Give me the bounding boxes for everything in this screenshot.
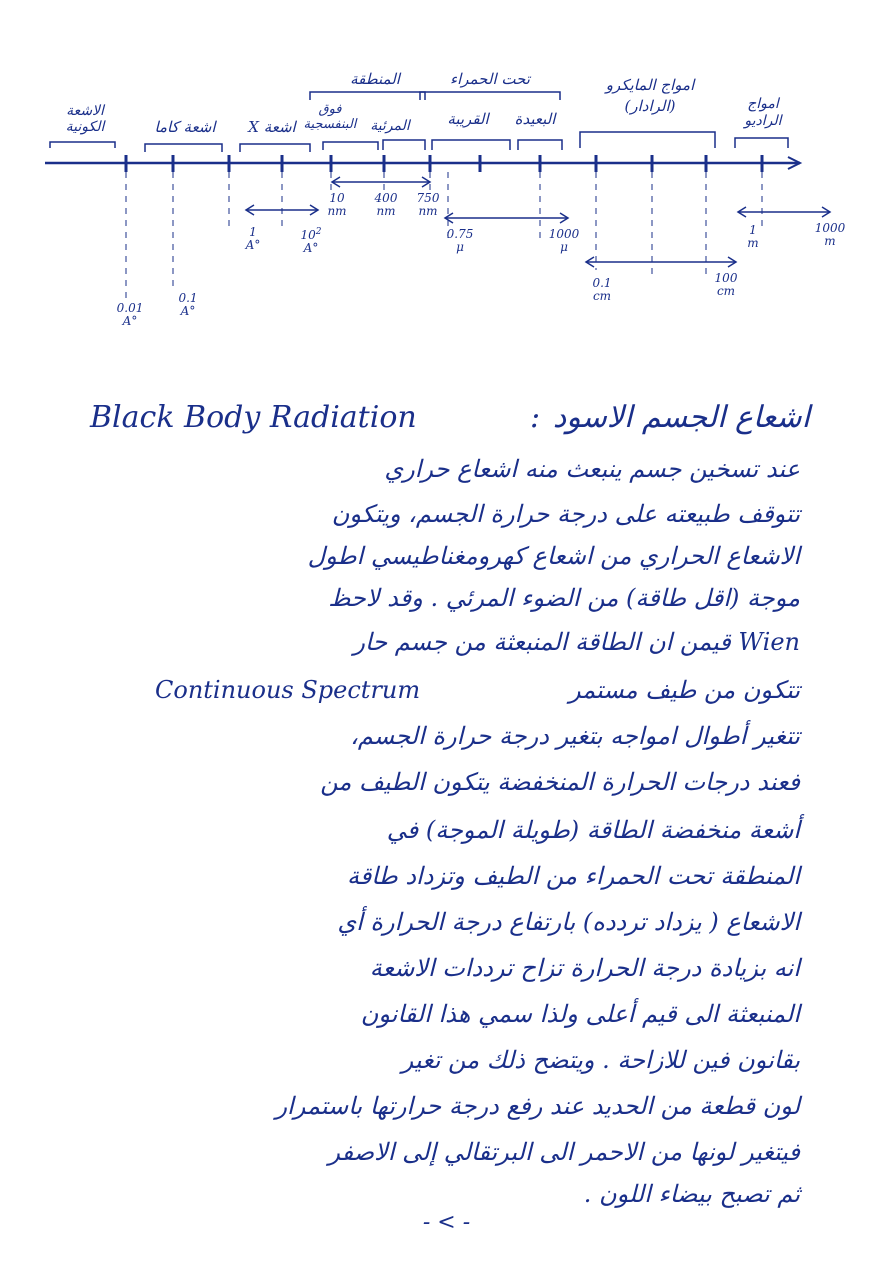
body-line-17: ثم تصبح بيضاء اللون . [583, 1180, 800, 1208]
band-visible: المرئية [370, 118, 410, 134]
body-line-1: عند تسخين جسم ينبعث منه اشعاع حراري [384, 455, 800, 483]
band-near-ir: القريبة [447, 110, 489, 128]
page-number: - < - [422, 1210, 471, 1235]
tick-label-1A: 1 A° [245, 225, 261, 252]
band-xray: اشعة X [248, 118, 296, 136]
tick-label-0-01A: 0.01 A° [116, 301, 144, 328]
body-line-8: فعند درجات الحرارة المنخفضة يتكون الطيف من [320, 768, 800, 796]
tick-label-10nm: 10 nm [327, 191, 347, 218]
body-line-2: تتوقف طبيعته على درجة حرارة الجسم، ويتكون [331, 500, 800, 528]
body-line-4: موجة (اقل طاقة) من الضوء المرئي . وقد لاحظ [328, 584, 800, 612]
tick-label-1000m: 1000 m [814, 221, 846, 248]
region-label-visible: المنطقة [350, 70, 400, 88]
body-line-16: فيتغير لونها من الاحمر الى البرتقالي إلى الاصفر [328, 1138, 800, 1166]
band-gamma: اشعة كاما [154, 118, 216, 136]
heading-separator: : [530, 400, 541, 435]
tick-label-0-1A: 0.1 A° [178, 291, 198, 318]
body-line-6: تتكون من طيف مستمر [568, 676, 800, 704]
body-line-9: أشعة منخفضة الطاقة (طويلة الموجة) في [386, 816, 800, 844]
body-line-10: المنطقة تحت الحمراء من الطيف وتزداد طاقة [346, 862, 800, 890]
tick-label-0-75u: 0.75 μ [446, 227, 474, 254]
body-line-13: المنبعثة الى قيم أعلى ولذا سمي هذا القانون [360, 1000, 800, 1028]
body-line-11: الاشعاع ( يزداد تردده) بارتفاع درجة الحرارة أي [337, 908, 800, 936]
body-line-3: الاشعاع الحراري من اشعاع كهرومغناطيسي اطول [307, 542, 800, 570]
band-radio: امواج الراديو [744, 96, 782, 129]
tick-label-10A: $10^2$ A° [300, 227, 322, 255]
body-line-6-english: Continuous Spectrum [155, 676, 421, 704]
region-label-micro: امواج المايكرو [605, 76, 695, 94]
band-cosmic: الاشعة الكونية [65, 103, 105, 135]
body-line-14: بقانون فين للازاحة . ويتضح ذلك من تغير [401, 1046, 800, 1074]
body-line-7: تتغير أطوال امواجه بتغير درجة حرارة الجسم، [350, 722, 800, 750]
tick-label-750nm: 750 nm [416, 191, 440, 218]
tick-label-100cm: 100 cm [714, 271, 738, 298]
band-uv: فوق البنفسجية [303, 102, 357, 132]
tick-label-0-1cm: 0.1 cm [592, 276, 612, 303]
region-label-micro-sub: (الرادار) [624, 97, 676, 115]
heading-english: Black Body Radiation [90, 400, 417, 435]
tick-label-400nm: 400 nm [374, 191, 398, 218]
band-far-ir: البعيدة [514, 110, 556, 128]
region-label-ir: تحت الحمراء [450, 70, 530, 88]
body-line-5: Wien قيمن ان الطاقة المنبعثة من جسم حار [353, 628, 800, 656]
heading-arabic: اشعاع الجسم الاسود [552, 400, 810, 435]
body-line-15: لون قطعة من الحديد عند رفع درجة حرارتها باستمرار [275, 1092, 800, 1120]
body-line-12: انه بزيادة درجة الحرارة تزاح ترددات الاشعة [369, 954, 800, 982]
tick-label-1m: 1 m [747, 223, 759, 250]
tick-label-1000u: 1000 μ [548, 227, 580, 254]
